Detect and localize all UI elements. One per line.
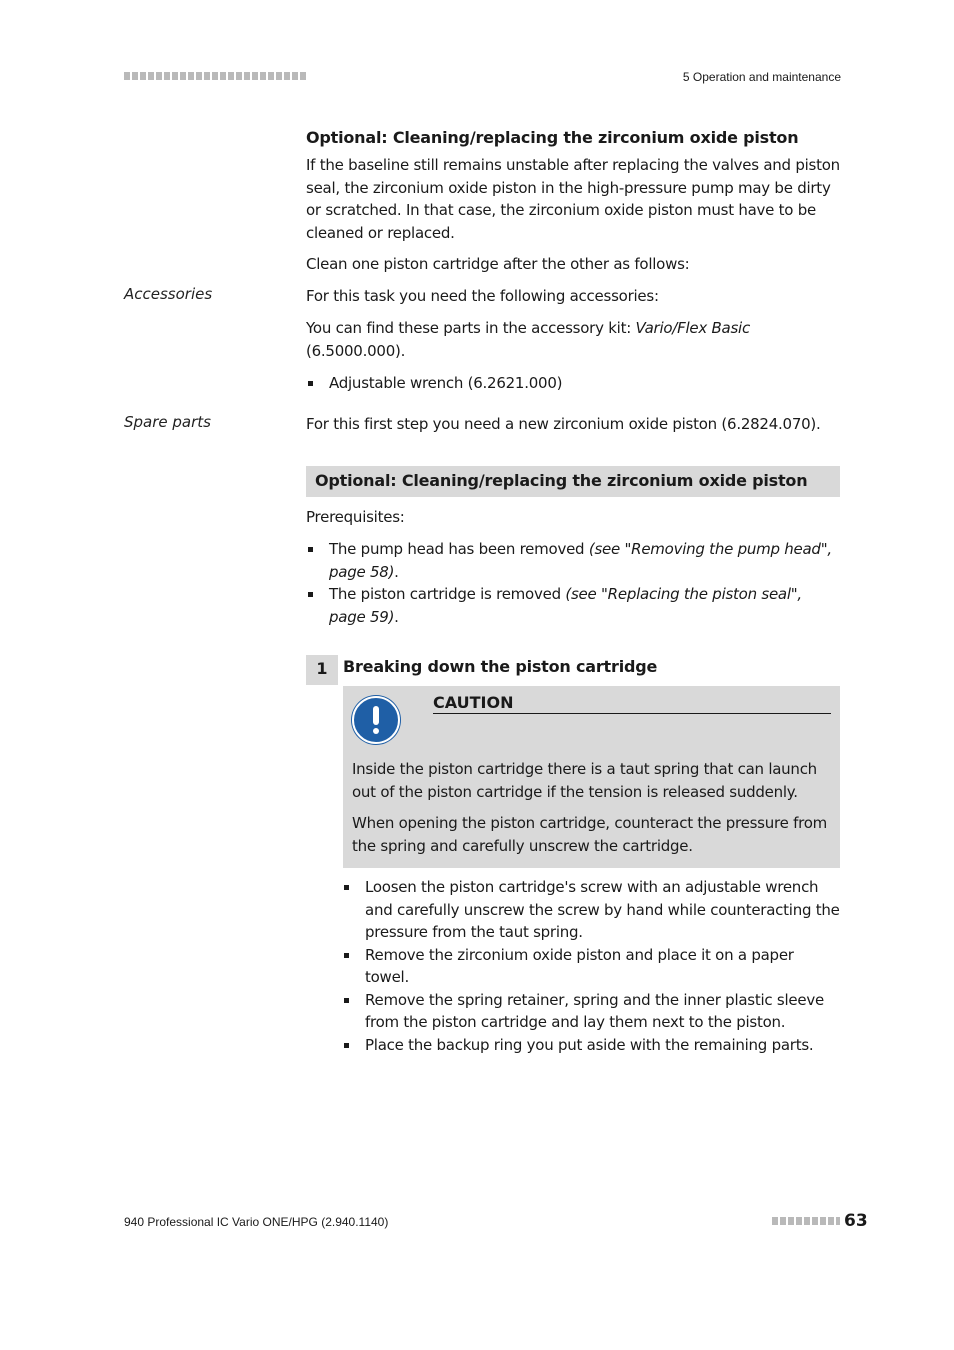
bullet-icon xyxy=(344,953,349,958)
accessories-label: Accessories xyxy=(124,285,213,303)
step-actions-list xyxy=(342,876,842,1056)
header-decoration xyxy=(124,72,308,80)
step-title: Breaking down the piston cartridge xyxy=(343,657,658,676)
prerequisites-label: Prerequisites: xyxy=(306,508,405,526)
bullet-icon xyxy=(308,381,313,386)
accessories-kit xyxy=(306,317,842,362)
section-heading: Optional: Cleaning/replacing the zirconium oxide piston xyxy=(306,128,799,147)
spare-parts-text: For this first step you need a new zirconium oxide piston (6.2824.070). xyxy=(306,415,821,433)
bullet-icon xyxy=(308,547,313,552)
procedure-title-bar xyxy=(306,466,840,497)
footer-decoration xyxy=(772,1217,840,1225)
accessories-list xyxy=(306,372,842,395)
bullet-icon xyxy=(344,998,349,1003)
list-item: Loosen the piston cartridge's screw with an adjustable wrench and carefully unscrew the screw by hand while counteracting the pressure from the taut spring. xyxy=(342,876,842,944)
bullet-icon xyxy=(308,592,313,597)
footer-product: 940 Professional IC Vario ONE/HPG (2.940.1140) xyxy=(124,1215,389,1229)
list-item: The piston cartridge is removed (see "Replacing the piston seal", page 59). xyxy=(306,583,836,628)
caution-box xyxy=(343,686,840,868)
section-instruction: Clean one piston cartridge after the other as follows: xyxy=(306,255,690,273)
spare-parts-label: Spare parts xyxy=(124,413,211,431)
accessories-need: For this task you need the following accessories: xyxy=(306,287,659,305)
list-item: Remove the spring retainer, spring and the inner plastic sleeve from the piston cartridge and lay them next to the piston. xyxy=(342,989,842,1034)
bullet-icon xyxy=(344,1043,349,1048)
list-item: The pump head has been removed (see "Removing the pump head", page 58). xyxy=(306,538,836,583)
cross-reference-link[interactable]: (see "Replacing the piston seal", page 59) xyxy=(329,585,802,626)
list-item: Adjustable wrench (6.2621.000) xyxy=(306,372,842,395)
page-number: 63 xyxy=(844,1211,868,1231)
step-number: 1 xyxy=(306,655,338,685)
kit-name: Vario/Flex Basic xyxy=(635,319,750,337)
caution-title: CAUTION xyxy=(433,693,831,714)
exclamation-icon xyxy=(352,696,400,744)
caution-paragraph: When opening the piston cartridge, counteract the pressure from the spring and carefully unscrew the cartridge. xyxy=(352,814,827,855)
list-item: Place the backup ring you put aside with the remaining parts. xyxy=(342,1034,842,1057)
cross-reference-link[interactable]: (see "Removing the pump head", page 58) xyxy=(329,540,832,581)
caution-paragraph: Inside the piston cartridge there is a taut spring that can launch out of the piston cartridge if the tension is released suddenly. xyxy=(352,760,817,801)
procedure-title: Optional: Cleaning/replacing the zirconium oxide piston xyxy=(315,471,808,490)
chapter-title: 5 Operation and maintenance xyxy=(682,70,841,84)
list-item: Remove the zirconium oxide piston and place it on a paper towel. xyxy=(342,944,842,989)
section-intro: If the baseline still remains unstable after replacing the valves and piston seal, the zirconium oxide piston in the high-pressure pump may be dirty or scratched. In that case, the zirconium oxide piston must have to be cleaned or replaced. xyxy=(306,156,840,242)
kit-prefix: You can find these parts in the accessory kit: xyxy=(306,319,636,337)
prerequisites-list xyxy=(306,538,836,628)
bullet-icon xyxy=(344,885,349,890)
kit-number: (6.5000.000). xyxy=(306,341,406,360)
